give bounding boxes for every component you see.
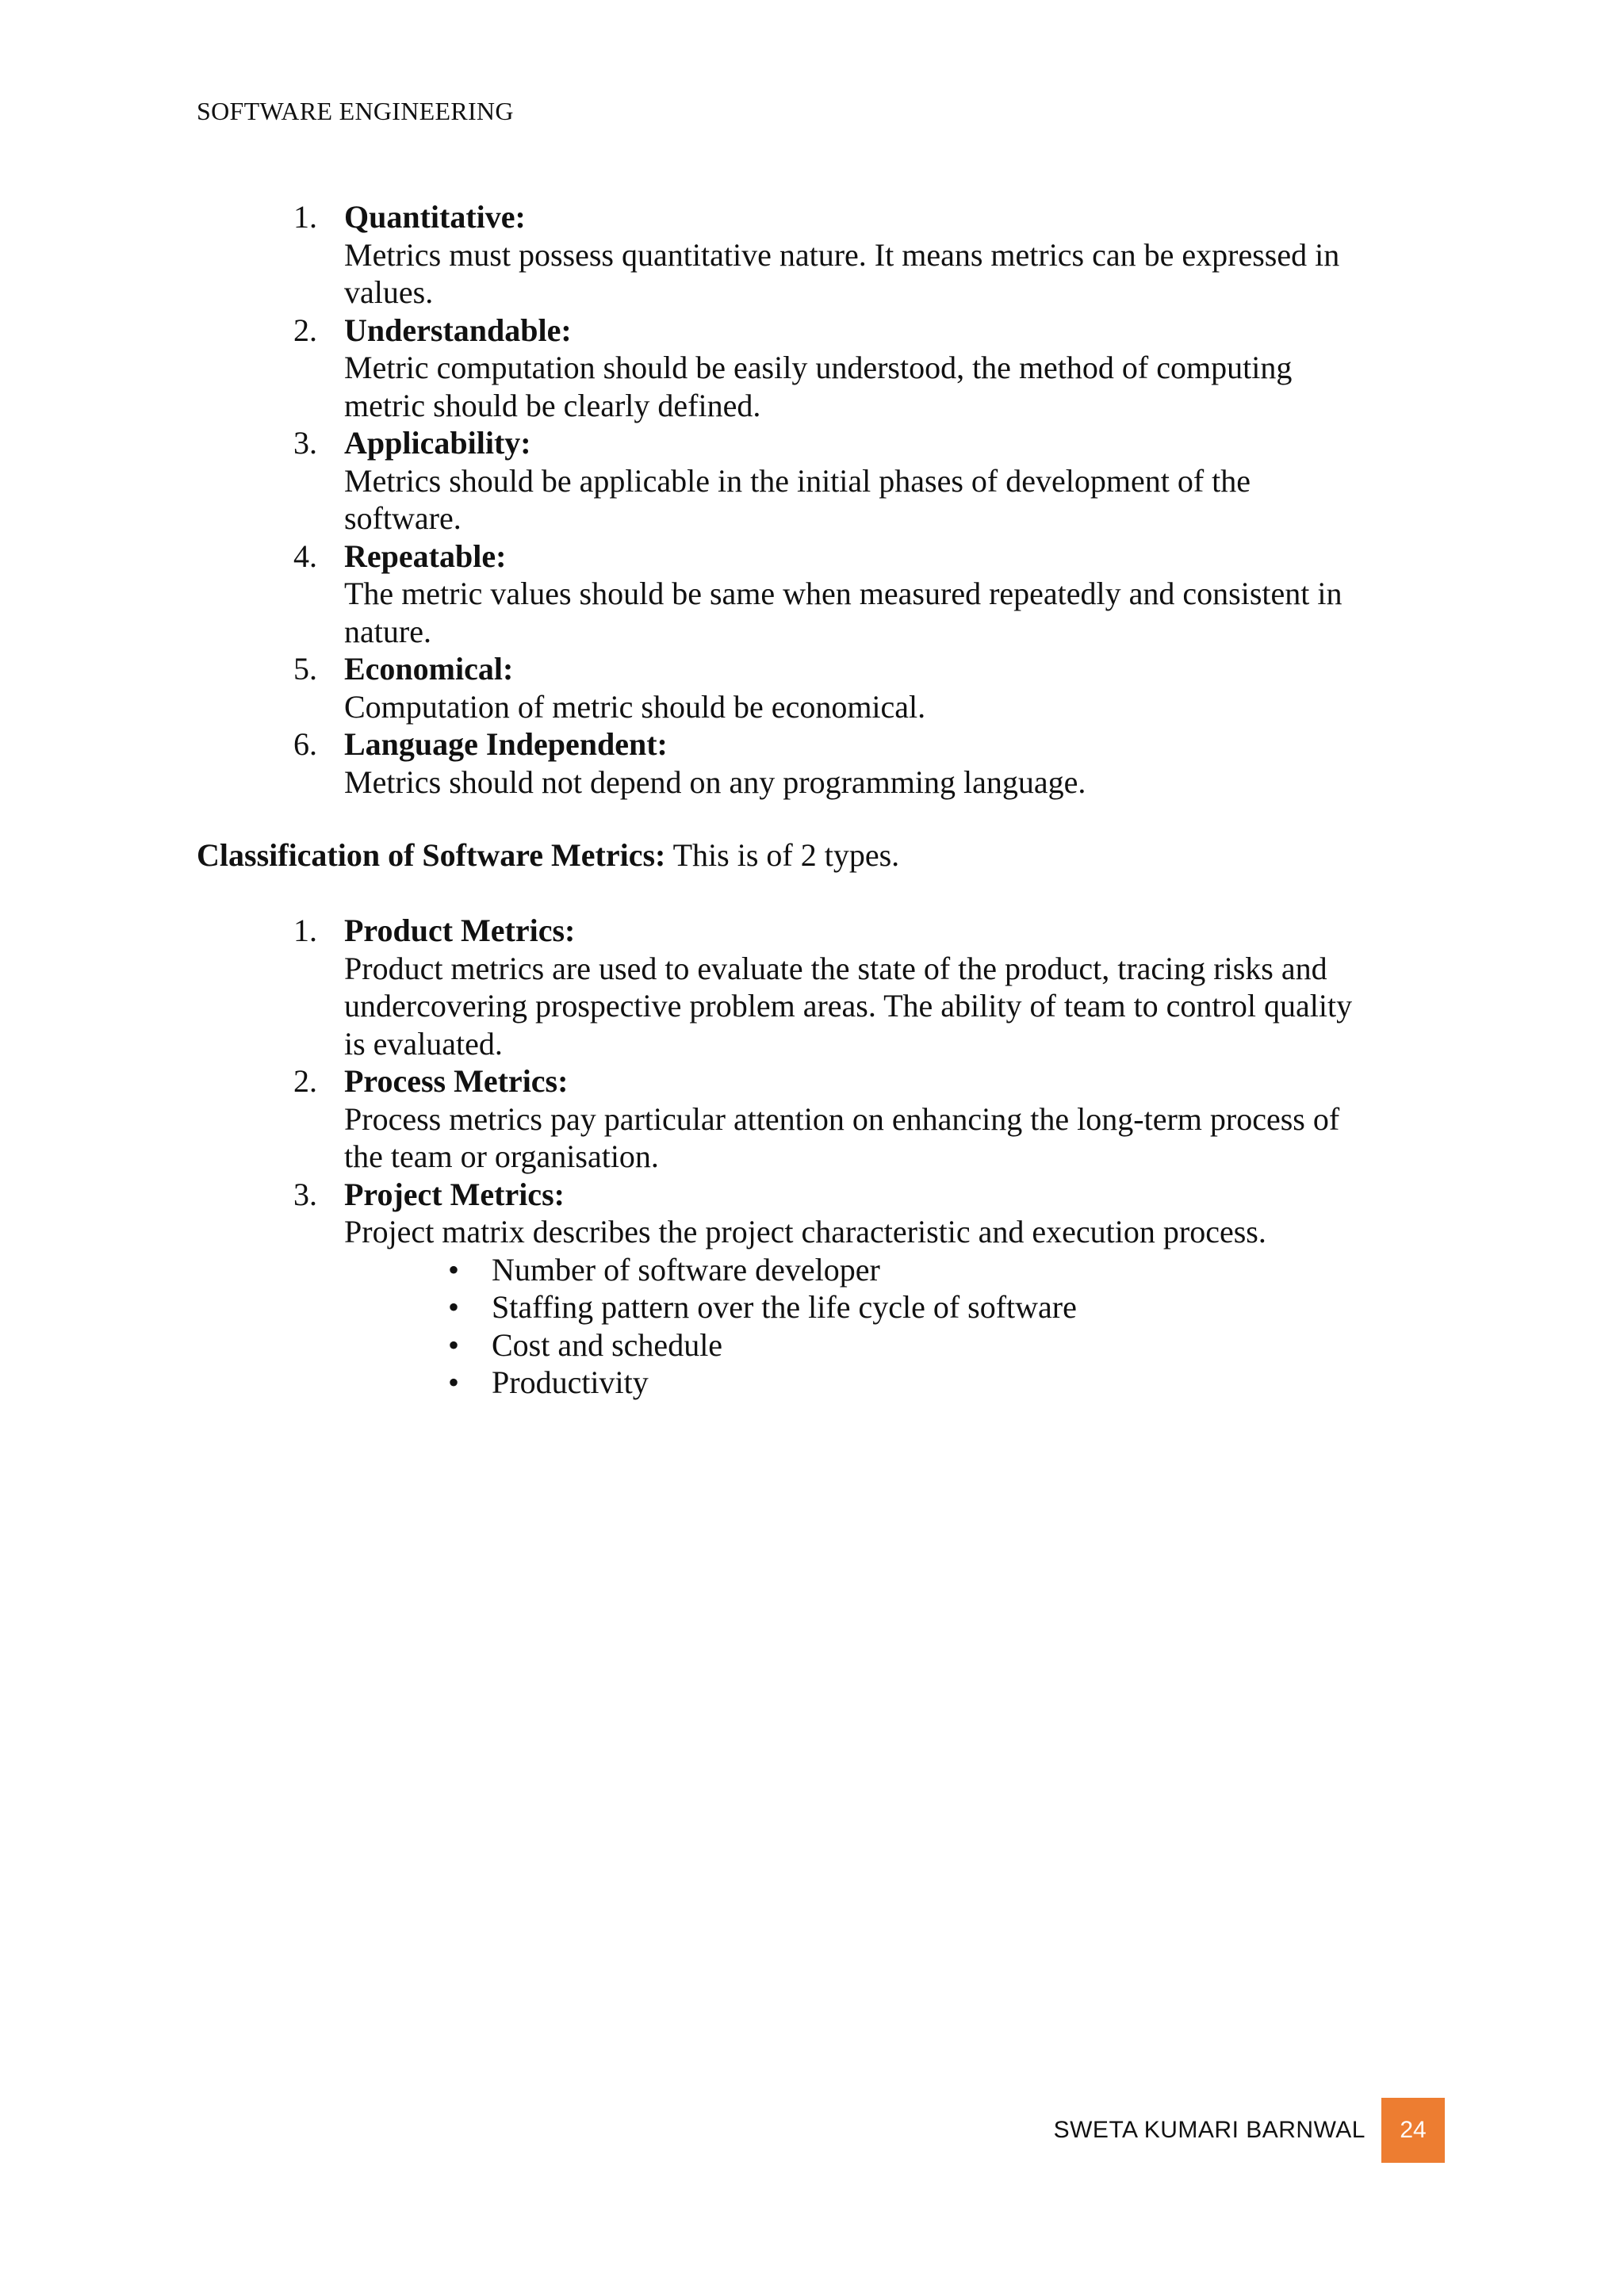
- classification-label: Classification of Software Metrics:: [197, 837, 666, 873]
- list-item-text: the team or organisation.: [344, 1138, 659, 1174]
- bullet-icon: •: [447, 1326, 459, 1363]
- list-item-text: Computation of metric should be economical.: [344, 688, 926, 725]
- footer-author: SWETA KUMARI BARNWAL: [1053, 2117, 1365, 2143]
- list-number: 1.: [293, 913, 317, 948]
- list-item-title: Repeatable:: [344, 538, 507, 574]
- list-item-applicability: [0, 424, 1624, 538]
- classification-text: This is of 2 types.: [665, 837, 900, 873]
- page-footer: [1054, 2098, 1445, 2163]
- bullet-text: Staffing pattern over the life cycle of software: [492, 1289, 1077, 1325]
- list-item-text: metric should be clearly defined.: [344, 387, 761, 423]
- list-item-title: Product Metrics:: [344, 913, 576, 948]
- list-number: 4.: [293, 538, 317, 574]
- list-item-title: Economical:: [344, 651, 514, 687]
- list-item-title: Project Metrics:: [344, 1176, 565, 1212]
- list-item-text: nature.: [344, 613, 431, 649]
- bullet-item: [447, 1364, 1415, 1402]
- list-item-text: Metric computation should be easily understood, the method of computing: [344, 350, 1293, 385]
- list-item-text: Project matrix describes the project characteristic and execution process.: [344, 1214, 1266, 1249]
- list-item-title: Process Metrics:: [344, 1063, 569, 1099]
- list-item-text: Process metrics pay particular attention on enhancing the long-term process of: [344, 1100, 1340, 1137]
- project-metrics-bullets: [344, 1251, 1415, 1402]
- list-item-title: Quantitative:: [344, 199, 526, 235]
- list-item-repeatable: [0, 538, 1624, 651]
- bullet-icon: •: [447, 1251, 459, 1288]
- bullet-item: [447, 1326, 1415, 1364]
- bullet-icon: •: [447, 1289, 459, 1325]
- list-item-language-independent: [0, 725, 1624, 801]
- list-item-project-metrics: [0, 1176, 1624, 1402]
- characteristics-list: [0, 198, 1624, 801]
- list-item-text: The metric values should be same when measured repeatedly and consistent in: [344, 576, 1342, 611]
- list-item-title: Applicability:: [344, 425, 531, 461]
- bullet-item: [447, 1288, 1415, 1326]
- list-item-text: Product metrics are used to evaluate the state of the product, tracing risks and: [344, 950, 1327, 986]
- bullet-text: Productivity: [492, 1364, 649, 1400]
- list-item-text: Metrics must possess quantitative nature. It means metrics can be expressed in: [344, 236, 1340, 273]
- list-item-title: Understandable:: [344, 312, 572, 348]
- list-number: 3.: [293, 425, 317, 461]
- list-number: 1.: [293, 199, 317, 235]
- running-header: SOFTWARE ENGINEERING: [197, 97, 514, 125]
- bullet-item: [447, 1251, 1415, 1289]
- list-item-quantitative: [0, 198, 1624, 312]
- list-item-text: Metrics should be applicable in the initial phases of development of the: [344, 462, 1251, 499]
- list-item-text: Metrics should not depend on any programming language.: [344, 763, 1086, 800]
- list-item-process-metrics: [0, 1062, 1624, 1176]
- list-item-title: Language Independent:: [344, 726, 668, 762]
- bullet-icon: •: [447, 1364, 459, 1400]
- list-item-economical: [0, 650, 1624, 725]
- list-item-understandable: [0, 312, 1624, 425]
- bullet-text: Number of software developer: [492, 1251, 880, 1288]
- bullet-text: Cost and schedule: [492, 1326, 723, 1363]
- list-item-text: values.: [344, 274, 434, 310]
- list-item-text: is evaluated.: [344, 1025, 503, 1062]
- list-item-text: software.: [344, 500, 462, 536]
- list-number: 2.: [293, 1063, 317, 1099]
- classification-paragraph: [197, 836, 899, 874]
- metric-types-list: [0, 912, 1624, 1402]
- list-item-text: undercovering prospective problem areas. The ability of team to control quality: [344, 988, 1353, 1024]
- list-item-product-metrics: [0, 912, 1624, 1062]
- list-number: 6.: [293, 726, 317, 762]
- page-number-badge: 24: [1381, 2098, 1445, 2163]
- list-number: 5.: [293, 651, 317, 687]
- list-number: 3.: [293, 1176, 317, 1212]
- list-number: 2.: [293, 312, 317, 348]
